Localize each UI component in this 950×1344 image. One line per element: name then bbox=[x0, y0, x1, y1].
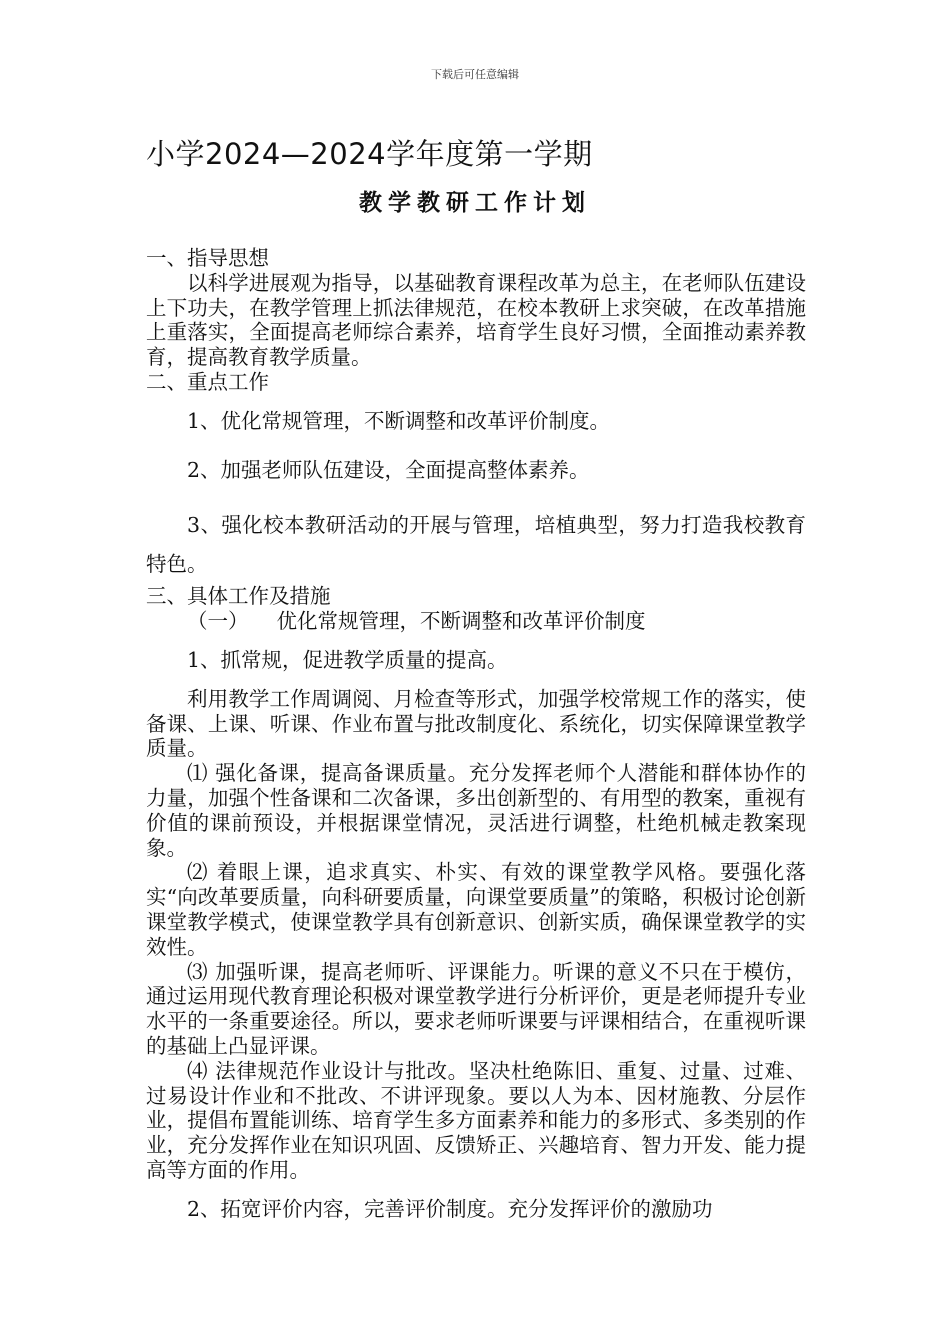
paragraph-lesson-observation: ⑶ 加强听课，提高老师听、评课能力。听课的意义不只在于模仿，通过运用现代教育理论积极对课堂教学进行分析评价，更是老师提升专业水平的一条重要途径。所以，要求老师听课要与评课相结合，在重视听课的基础上凸显评课。 bbox=[146, 959, 806, 1058]
paragraph-routine-work: 利用教学工作周调阅、月检查等形式，加强学校常规工作的落实，使备课、上课、听课、作业布置与批改制度化、系统化，切实保障课堂教学质量。 bbox=[146, 686, 806, 761]
page-header-note: 下载后可任意编辑 bbox=[431, 68, 519, 81]
paragraph-homework: ⑷ 法律规范作业设计与批改。坚决杜绝陈旧、重复、过量、过难、过易设计作业和不批改、不讲评现象。要以人为本、因材施教、分层作业，提倡布置能训练、培育学生多方面素养和能力的多形式、多类别的作业，充分发挥作业在知识巩固、反馈矫正、兴趣培育、智力开发、能力提高等方面的作用。 bbox=[146, 1058, 806, 1182]
key-work-item-1: 1、优化常规管理，不断调整和改革评价制度。 bbox=[187, 408, 611, 433]
paragraph-lesson-prep: ⑴ 强化备课，提高备课质量。充分发挥老师个人潜能和群体协作的力量，加强个性备课和二次备课，多出创新型的、有用型的教案，重视有价值的课前预设，并根据课堂情况，灵活进行调整，杜绝机械走教案现象。 bbox=[146, 761, 806, 860]
document-body bbox=[146, 246, 806, 1222]
key-work-item-2: 2、加强老师队伍建设，全面提高整体素养。 bbox=[187, 457, 590, 482]
section-heading-key-work: 二、重点工作 bbox=[146, 369, 269, 394]
paragraph-guiding-ideology: 以科学进展观为指导，以基础教育课程改革为总主，在老师队伍建设上下功夫，在教学管理上抓法律规范，在校本教研上求突破，在改革措施上重落实，全面提高老师综合素养，培育学生良好习惯，全面推动素养教育，提高教育教学质量。 bbox=[146, 270, 806, 370]
measures-item-2: 2、拓宽评价内容，完善评价制度。充分发挥评价的激励功 bbox=[187, 1196, 713, 1221]
measures-item-1: 1、抓常规，促进教学质量的提高。 bbox=[187, 647, 508, 672]
paragraph-classroom: ⑵ 着眼上课，追求真实、朴实、有效的课堂教学风格。要强化落实“向改革要质量，向科研要质量，向课堂要质量”的策略，积极讨论创新课堂教学模式，使课堂教学具有创新意识、创新实质，确保课堂教学的实效性。 bbox=[146, 860, 806, 959]
measures-subsection-1 bbox=[146, 609, 806, 634]
document-title: 小学2024—2024学年度第一学期 bbox=[146, 137, 593, 171]
section-heading-guiding-ideology: 一、指导思想 bbox=[146, 246, 269, 270]
section-heading-measures: 三、具体工作及措施 bbox=[146, 584, 331, 609]
subsection-title: 优化常规管理，不断调整和改革评价制度 bbox=[276, 609, 646, 634]
subsection-number: （一） bbox=[187, 609, 249, 634]
document-subtitle: 教学教研工作计划 bbox=[359, 189, 591, 216]
key-work-item-3: 3、强化校本教研活动的开展与管理，培植典型，努力打造我校教育特色。 bbox=[146, 513, 806, 577]
